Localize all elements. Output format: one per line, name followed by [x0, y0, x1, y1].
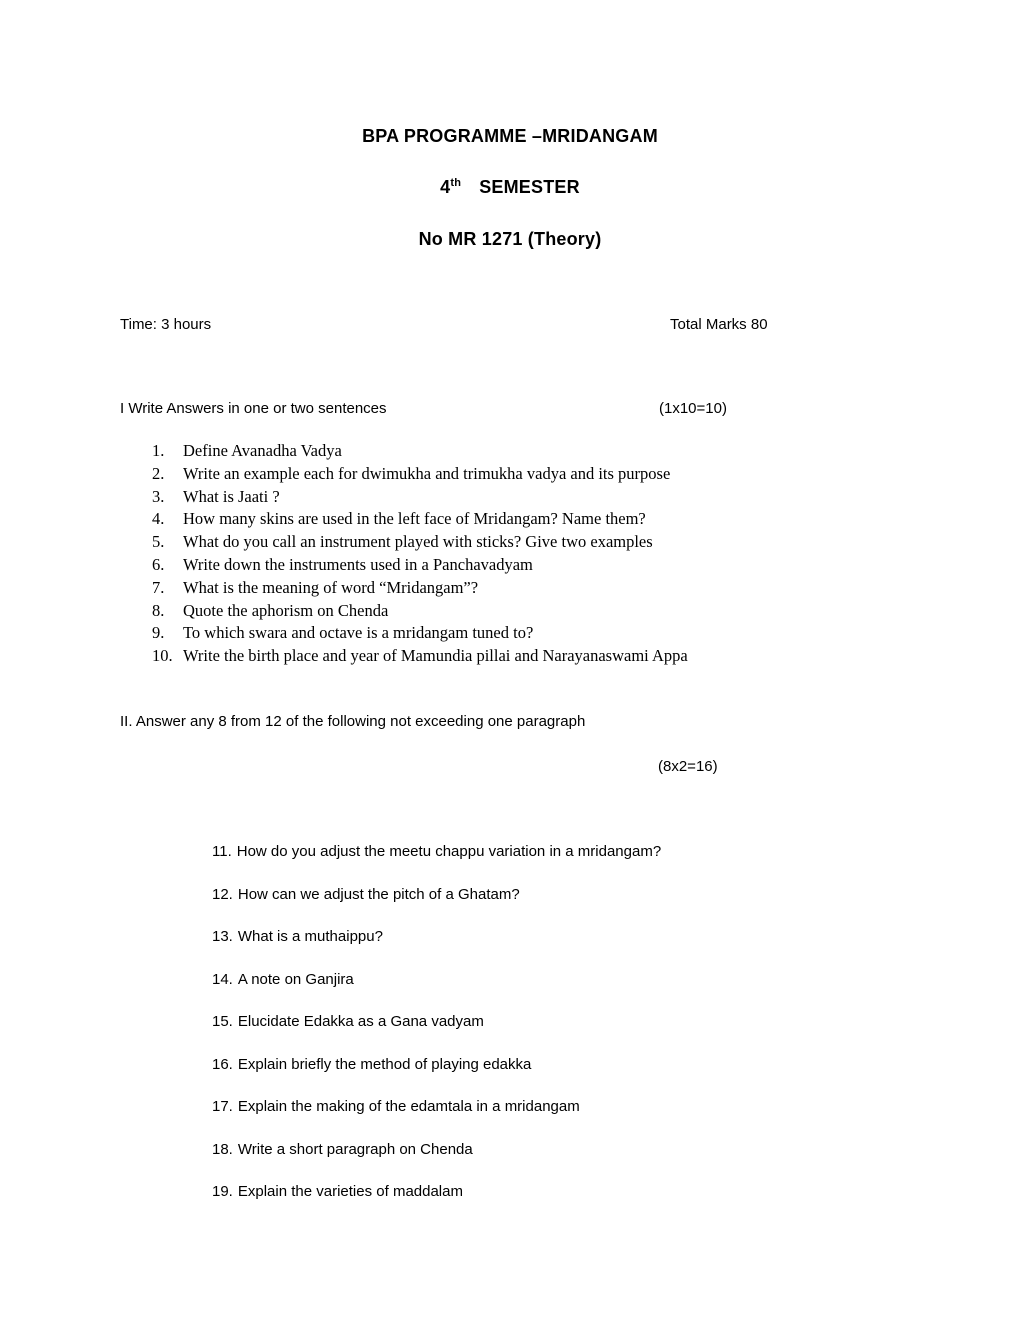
question-item [152, 600, 872, 623]
question-number: 13. [212, 928, 233, 945]
question-text: Write the birth place and year of Mamundia pillai and Narayanaswami Appa [183, 646, 688, 666]
question-item [152, 645, 872, 668]
question-item [212, 1013, 852, 1031]
semester-ordinal: th [450, 177, 462, 189]
question-item [212, 886, 852, 904]
question-text: Define Avanadha Vadya [183, 441, 342, 460]
course-code-heading: No MR 1271 (Theory) [418, 229, 602, 249]
question-number: 15. [212, 1013, 233, 1030]
question-item [152, 508, 872, 531]
semester-number: 4 [440, 177, 451, 197]
question-item [152, 622, 872, 645]
semester-label: SEMESTER [479, 177, 580, 197]
question-number: 14. [212, 970, 233, 988]
question-text: How many skins are used in the left face of Mridangam? Name them? [183, 509, 646, 529]
section1-marks: (1x10=10) [659, 400, 727, 417]
question-number: 12. [212, 885, 233, 903]
question-text: Quote the aphorism on Chenda [183, 600, 389, 620]
question-item [212, 843, 852, 861]
question-number: 9. [152, 623, 165, 643]
question-item [212, 971, 852, 989]
question-item [212, 1098, 852, 1116]
question-number: 2. [152, 463, 165, 483]
question-item [212, 1056, 852, 1074]
question-number: 19. [212, 1183, 233, 1200]
question-item [152, 577, 872, 600]
question-item [212, 1141, 852, 1159]
question-text: Write down the instruments used in a Panchavadyam [183, 554, 533, 574]
question-number: 3. [152, 486, 165, 506]
question-number: 1. [152, 441, 165, 460]
question-number: 17. [212, 1098, 233, 1115]
question-text: A note on Ganjira [237, 970, 354, 988]
question-number: 11. [212, 843, 232, 860]
total-marks: Total Marks 80 [670, 316, 768, 333]
question-number: 6. [152, 554, 165, 574]
question-text: Write a short paragraph on Chenda [237, 1140, 473, 1158]
question-text: What is Jaati ? [183, 486, 280, 506]
question-text: How can we adjust the pitch of a Ghatam? [237, 885, 520, 903]
question-text: How do you adjust the meetu chappu variation in a mridangam? [236, 843, 662, 860]
question-text: To which swara and octave is a mridangam tuned to? [183, 623, 534, 643]
section2-heading: II. Answer any 8 from 12 of the following not exceeding one paragraph [120, 713, 586, 730]
question-text: What is the meaning of word “Mridangam”? [183, 577, 479, 597]
section2-marks: (8x2=16) [658, 758, 718, 775]
page-title: BPA PROGRAMME –MRIDANGAM [362, 126, 658, 146]
section1-heading: I Write Answers in one or two sentences [120, 400, 387, 417]
question-number: 16. [212, 1055, 233, 1073]
question-text: Explain the varieties of maddalam [237, 1183, 463, 1200]
question-text: Explain the making of the edamtala in a mridangam [237, 1098, 580, 1115]
question-text: Explain briefly the method of playing edakka [237, 1055, 532, 1073]
question-number: 4. [152, 509, 165, 529]
question-item [152, 486, 872, 509]
question-number: 8. [152, 600, 165, 620]
section2-question-list [212, 843, 852, 1201]
semester-heading [0, 177, 1020, 198]
question-item [212, 1183, 852, 1201]
question-item [152, 531, 872, 554]
question-item [152, 554, 872, 577]
question-number: 10. [152, 646, 173, 666]
question-text: What do you call an instrument played with sticks? Give two examples [183, 532, 653, 552]
section1-question-list [152, 440, 872, 668]
question-text: Write an example each for dwimukha and trimukha vadya and its purpose [183, 463, 671, 483]
question-item [212, 928, 852, 946]
question-item [152, 463, 872, 486]
question-number: 18. [212, 1140, 233, 1158]
question-text: What is a muthaippu? [237, 928, 383, 945]
question-number: 7. [152, 577, 165, 597]
question-text: Elucidate Edakka as a Gana vadyam [237, 1013, 484, 1030]
exam-duration: Time: 3 hours [120, 316, 212, 333]
question-number: 5. [152, 532, 165, 552]
question-item [152, 440, 872, 463]
